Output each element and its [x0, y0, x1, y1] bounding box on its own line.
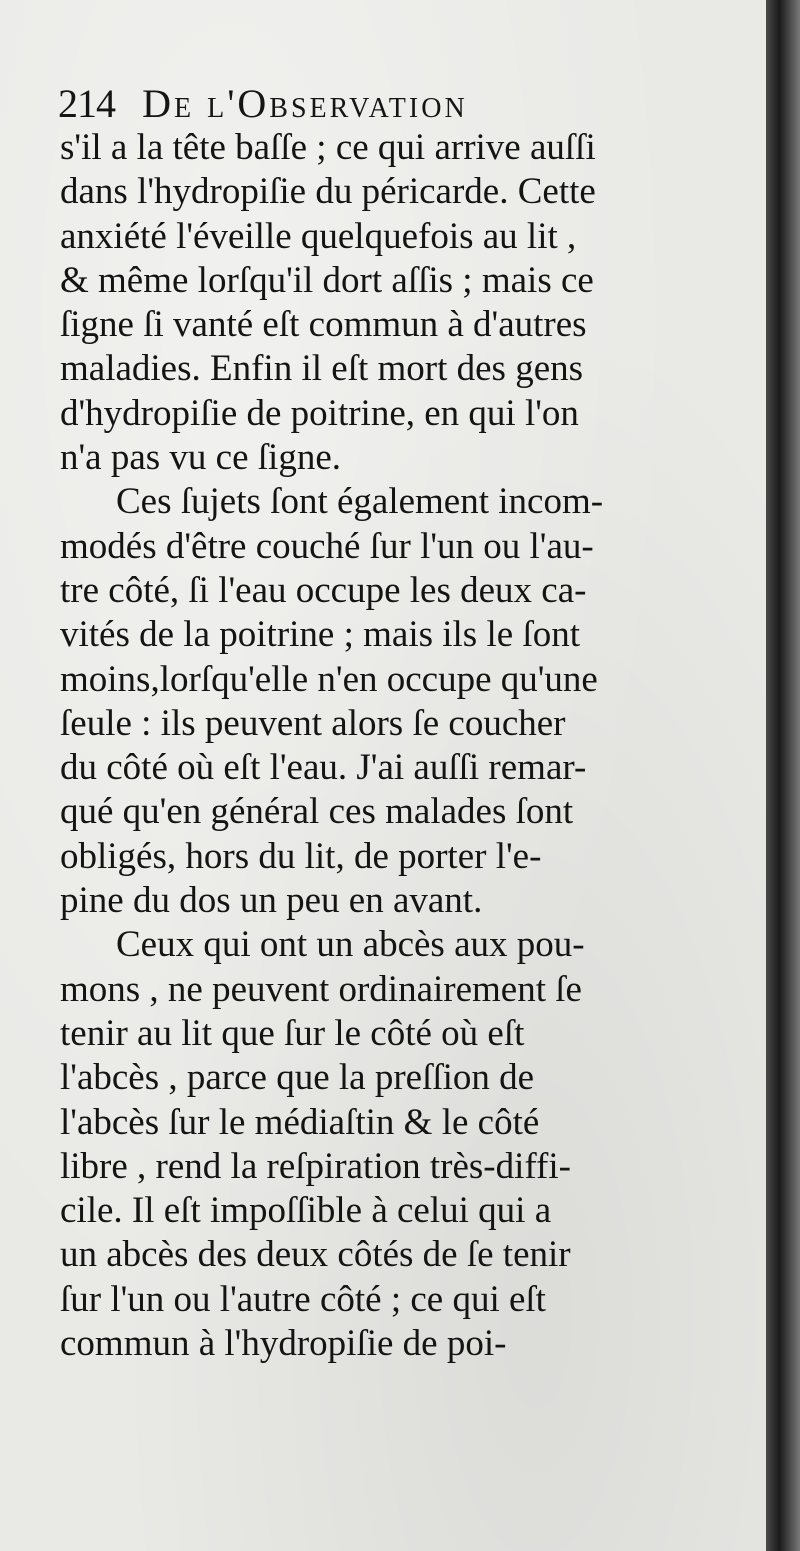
text-line: cile. Il eſt impoſſible à celui qui a [60, 1190, 552, 1232]
text-line: tenir au lit que ſur le côté où eſt [60, 1012, 525, 1054]
text-line: Ces ſujets ſont également incom- [116, 481, 604, 523]
text-line: modés d'être couché ſur l'un ou l'au- [60, 525, 594, 567]
paragraph-1 [60, 126, 736, 480]
text-line: l'abcès , parce que la preſſion de [60, 1057, 535, 1099]
page-number: 214 [58, 81, 115, 126]
text-line: s'il a la tête baſſe ; ce qui arrive auſſi [60, 127, 596, 168]
text-line: moins,lorſqu'elle n'en occupe qu'une [60, 658, 598, 700]
text-line: obligés, hors du lit, de porter l'e- [60, 835, 542, 877]
paragraph-2 [60, 480, 736, 923]
text-line: maladies. Enfin il eſt mort des gens [60, 348, 584, 390]
text-line: du côté où eſt l'eau. J'ai auſſi remar- [60, 747, 587, 789]
text-line: pine du dos un peu en avant. [60, 880, 483, 922]
text-line: mons , ne peuvent ordinairement ſe [60, 968, 582, 1010]
text-line: d'hydropiſie de poitrine, en qui l'on [60, 392, 579, 434]
running-head: De l'Observation [142, 81, 468, 126]
text-line: ſigne ſi vanté eſt commun à d'autres [60, 304, 587, 346]
text-line: vités de la poitrine ; mais ils le ſont [60, 614, 580, 656]
text-line: & même lorſqu'il dort aſſis ; mais ce [60, 259, 594, 301]
text-line: commun à l'hydropiſie de poi- [60, 1323, 507, 1365]
text-line: ſeule : ils peuvent alors ſe coucher [60, 702, 566, 744]
text-line: un abcès des deux côtés de ſe tenir [60, 1234, 571, 1276]
text-line: tre côté, ſi l'eau occupe les deux ca- [60, 569, 587, 611]
text-line: anxiété l'éveille quelquefois au lit , [60, 215, 577, 257]
text-line: libre , rend la reſpiration très-diffi- [60, 1145, 571, 1187]
text-line: dans l'hydropiſie du péricarde. Cette [60, 171, 596, 213]
page-header [58, 80, 718, 126]
text-line: ſur l'un ou l'autre côté ; ce qui eſt [60, 1278, 546, 1320]
text-line: qué qu'en général ces malades ſont [60, 791, 574, 833]
paragraph-3 [60, 923, 736, 1366]
text-line: Ceux qui ont un abcès aux pou- [116, 924, 585, 966]
page-edge-shadow [766, 0, 800, 1551]
body-text [60, 126, 736, 1366]
text-line: n'a pas vu ce ſigne. [60, 437, 341, 479]
text-line: l'abcès ſur le médiaſtin & le côté [60, 1101, 540, 1143]
